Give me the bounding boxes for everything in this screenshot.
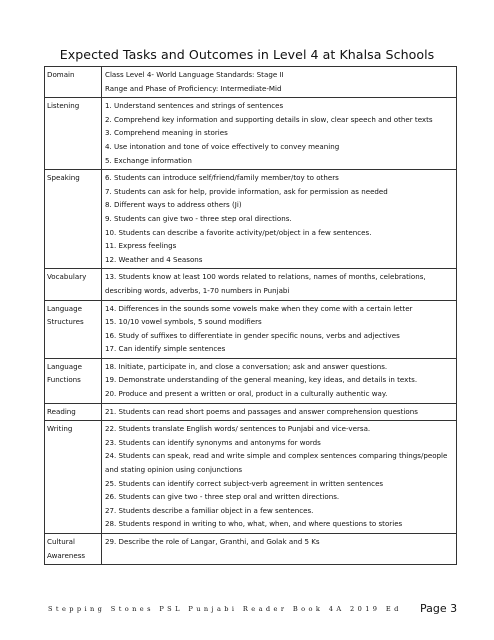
outcome-item: 27. Students describe a familiar object in a few sentences. bbox=[105, 505, 314, 515]
outcomes-cell bbox=[102, 269, 457, 300]
domain-label: Speaking bbox=[45, 170, 102, 269]
domain-label: Writing bbox=[45, 421, 102, 534]
table-row bbox=[45, 300, 457, 358]
outcomes-cell bbox=[102, 421, 457, 534]
domain-label: Language Structures bbox=[45, 300, 102, 358]
outcome-item: 18. Initiate, participate in, and close a conversation; ask and answer questions. bbox=[105, 361, 388, 371]
table-header-row bbox=[45, 67, 457, 98]
outcomes-table bbox=[44, 66, 457, 565]
footer-book-title: Stepping Stones PSL Punjabi Reader Book 4A 2019 Ed bbox=[48, 605, 402, 613]
outcome-item: 3. Comprehend meaning in stories bbox=[105, 128, 228, 138]
table-row bbox=[45, 98, 457, 170]
stage-line: Class Level 4- World Language Standards: Stage II bbox=[105, 70, 284, 79]
outcome-item: 13. Students know at least 100 words related to relations, names of months, celebrations, describing words, adverbs, 1-70 numbers in Punjabi bbox=[105, 272, 426, 295]
proficiency-line: Range and Phase of Proficiency: Intermediate-Mid bbox=[105, 83, 282, 93]
table-row bbox=[45, 534, 457, 565]
outcome-item: 17. Can identify simple sentences bbox=[105, 344, 226, 354]
stage-header-cell bbox=[102, 67, 457, 98]
table-row bbox=[45, 170, 457, 269]
outcome-item: 9. Students can give two - three step oral directions. bbox=[105, 213, 292, 223]
outcome-item: 25. Students can identify correct subject-verb agreement in written sentences bbox=[105, 478, 384, 488]
outcome-item: 26. Students can give two - three step oral and written directions. bbox=[105, 492, 340, 502]
domain-label: Reading bbox=[45, 403, 102, 421]
outcome-item: 10. Students can describe a favorite activity/pet/object in a few sentences. bbox=[105, 227, 372, 237]
outcome-item: 12. Weather and 4 Seasons bbox=[105, 254, 203, 264]
outcome-item: 5. Exchange information bbox=[105, 155, 192, 165]
table-row bbox=[45, 421, 457, 534]
domain-label: Listening bbox=[45, 98, 102, 170]
outcome-item: 28. Students respond in writing to who, what, when, and where questions to stories bbox=[105, 519, 403, 529]
outcome-item: 8. Different ways to address others (Ji) bbox=[105, 200, 242, 210]
outcome-item: 29. Describe the role of Langar, Granthi, and Golak and 5 Ks bbox=[105, 537, 320, 546]
outcome-item: 1. Understand sentences and strings of sentences bbox=[105, 101, 284, 111]
document-title: Expected Tasks and Outcomes in Level 4 at Khalsa Schools bbox=[59, 47, 435, 62]
outcomes-cell bbox=[102, 358, 457, 403]
outcome-item: 14. Differences in the sounds some vowels make when they come with a certain letter bbox=[105, 303, 413, 313]
domain-label: Cultural Awareness bbox=[45, 534, 102, 565]
outcome-item: 15. 10/10 vowel symbols, 5 sound modifiers bbox=[105, 317, 262, 327]
outcome-item: 19. Demonstrate understanding of the general meaning, key ideas, and details in texts. bbox=[105, 375, 418, 385]
outcome-item: 21. Students can read short poems and passages and answer comprehension questions bbox=[105, 406, 418, 416]
outcome-item: 24. Students can speak, read and write simple and complex sentences comparing things/people and stating opinion using conjunctions bbox=[105, 451, 448, 475]
outcomes-cell bbox=[102, 534, 457, 565]
domain-header: Domain bbox=[45, 67, 102, 98]
outcomes-cell bbox=[102, 98, 457, 170]
outcomes-cell bbox=[102, 170, 457, 269]
outcomes-cell bbox=[102, 300, 457, 358]
table-row bbox=[45, 269, 457, 300]
outcome-item: 2. Comprehend key information and supporting details in slow, clear speech and other texts bbox=[105, 114, 433, 124]
outcome-item: 4. Use intonation and tone of voice effectively to convey meaning bbox=[105, 141, 340, 151]
outcome-item: 23. Students can identify synonyms and antonyms for words bbox=[105, 437, 321, 447]
outcome-item: 16. Study of suffixes to differentiate in gender specific nouns, verbs and adjectives bbox=[105, 330, 400, 340]
outcome-item: 7. Students can ask for help, provide information, ask for permission as needed bbox=[105, 186, 388, 196]
outcomes-cell bbox=[102, 403, 457, 421]
domain-label: Vocabulary bbox=[45, 269, 102, 300]
outcome-item: 11. Express feelings bbox=[105, 241, 177, 251]
outcome-item: 22. Students translate English words/ sentences to Punjabi and vice-versa. bbox=[105, 424, 371, 434]
page-number: Page 3 bbox=[420, 602, 458, 615]
domain-label: Language Functions bbox=[45, 358, 102, 403]
outcome-item: 6. Students can introduce self/friend/family member/toy to others bbox=[105, 173, 339, 183]
table-row bbox=[45, 358, 457, 403]
table-row bbox=[45, 403, 457, 421]
outcome-item: 20. Produce and present a written or oral, product in a culturally authentic way. bbox=[105, 389, 388, 399]
